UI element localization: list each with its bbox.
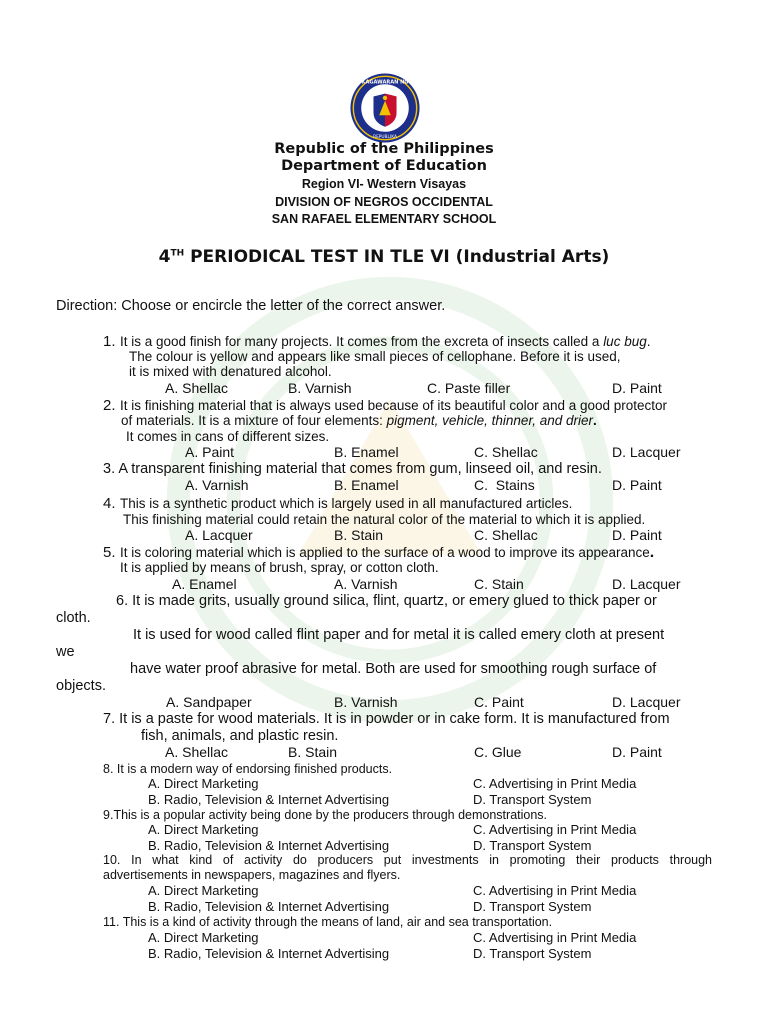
question-text: The colour is yellow and appears like small pieces of cellophane. Before it is used, bbox=[129, 349, 621, 364]
question-number: 10. bbox=[103, 853, 121, 867]
question-number: 9. bbox=[103, 808, 114, 822]
choice-d[interactable]: D. Paint bbox=[612, 744, 662, 760]
question-text: have water proof abrasive for metal. Both are used for smoothing rough surface of bbox=[130, 661, 657, 677]
question-text: It is a paste for wood materials. It is in powder or in cake form. It is manufactured from bbox=[119, 711, 670, 727]
question-text: This finishing material could retain the natural color of the material to which it is applied. bbox=[123, 512, 646, 527]
header-republic: Republic of the Philippines bbox=[274, 141, 494, 157]
choice-c[interactable]: C. Advertising in Print Media bbox=[473, 930, 637, 945]
choice-d[interactable]: D. Lacquer bbox=[612, 694, 681, 710]
choice-c[interactable]: C. Paint bbox=[474, 694, 524, 710]
question-text: It is coloring material which is applied to the surface of a wood to improve its appearance bbox=[119, 545, 650, 560]
choice-c[interactable]: C. Glue bbox=[474, 744, 522, 760]
choice-c[interactable]: C. Advertising in Print Media bbox=[473, 776, 637, 791]
choice-b[interactable]: B. Stain bbox=[334, 527, 384, 543]
choice-a[interactable]: A. Enamel bbox=[172, 576, 237, 592]
question-text: It comes in cans of different sizes. bbox=[126, 429, 330, 444]
question-text: objects. bbox=[56, 678, 106, 694]
choice-c[interactable]: C. Shellac bbox=[474, 444, 538, 460]
question-text: cloth. bbox=[56, 610, 91, 626]
choice-c[interactable]: C. Paste filler bbox=[427, 380, 511, 396]
choice-d[interactable]: D. Transport System bbox=[473, 792, 592, 807]
header-region: Region VI- Western Visayas bbox=[301, 177, 467, 191]
question-10 bbox=[103, 853, 712, 867]
question-text: It is a modern way of endorsing finished products. bbox=[116, 762, 393, 776]
question-end: . bbox=[592, 413, 597, 428]
question-number: 2. bbox=[103, 397, 116, 414]
choice-a[interactable]: A. Direct Marketing bbox=[148, 822, 259, 837]
question-8 bbox=[103, 762, 392, 776]
question-end: . bbox=[646, 334, 651, 349]
question-number: 1. bbox=[103, 333, 116, 350]
choice-d[interactable]: D. Transport System bbox=[473, 946, 592, 961]
title-number: 4 bbox=[158, 247, 171, 267]
choice-a[interactable]: A. Varnish bbox=[185, 477, 249, 493]
choice-a[interactable]: A. Direct Marketing bbox=[148, 930, 259, 945]
choice-b[interactable]: B. Stain bbox=[288, 744, 338, 760]
choice-a[interactable]: A. Shellac bbox=[165, 380, 229, 396]
header-school: SAN RAFAEL ELEMENTARY SCHOOL bbox=[271, 212, 497, 226]
question-text: fish, animals, and plastic resin. bbox=[141, 728, 339, 744]
deped-seal-logo bbox=[349, 72, 421, 144]
svg-text:REPUBLIKA: REPUBLIKA bbox=[373, 135, 397, 141]
direction-text: Direction: Choose or encircle the letter of the correct answer. bbox=[56, 298, 446, 314]
question-number: 6. bbox=[116, 593, 129, 609]
choice-c[interactable]: C. Stains bbox=[474, 477, 535, 493]
choice-b[interactable]: B. Radio, Television & Internet Advertising bbox=[148, 838, 390, 853]
choice-d[interactable]: D. Transport System bbox=[473, 838, 592, 853]
question-italic: luc bug bbox=[603, 334, 647, 349]
question-text-line bbox=[121, 413, 597, 428]
question-number: 4. bbox=[103, 495, 116, 512]
question-text: It is used for wood called flint paper and for metal it is called emery cloth at present bbox=[133, 627, 665, 643]
question-end: . bbox=[649, 544, 655, 561]
choice-c[interactable]: C. Advertising in Print Media bbox=[473, 822, 637, 837]
question-11 bbox=[103, 915, 552, 929]
choice-d[interactable]: D. Paint bbox=[612, 527, 662, 543]
question-text: of materials. It is a mixture of four elements: bbox=[121, 413, 387, 428]
choice-a[interactable]: A. Shellac bbox=[165, 744, 229, 760]
question-text: In what kind of activity do producers put investments in promoting their products through bbox=[131, 853, 712, 867]
question-italic: pigment, vehicle, thinner, and drier bbox=[386, 413, 593, 428]
question-text: This is a popular activity being done by the producers through demonstrations. bbox=[113, 808, 548, 822]
question-number: 3. bbox=[103, 461, 116, 477]
choice-a[interactable]: A. Direct Marketing bbox=[148, 883, 259, 898]
question-text: it is mixed with denatured alcohol. bbox=[129, 364, 332, 379]
question-text: we bbox=[56, 644, 75, 660]
choice-d[interactable]: D. Lacquer bbox=[612, 576, 681, 592]
question-text: This is a synthetic product which is largely used in all manufactured articles. bbox=[119, 496, 573, 511]
question-3 bbox=[103, 461, 602, 477]
choice-a-alt[interactable]: A. Varnish bbox=[334, 576, 398, 592]
question-text: It is finishing material that is always used because of its beautiful color and a good protector bbox=[119, 398, 668, 413]
question-4 bbox=[103, 495, 572, 513]
choice-a[interactable]: A. Direct Marketing bbox=[148, 776, 259, 791]
question-7 bbox=[103, 711, 670, 727]
svg-text:KAGAWARAN NG: KAGAWARAN NG bbox=[361, 79, 409, 86]
choice-c[interactable]: C. Shellac bbox=[474, 527, 538, 543]
header-division: DIVISION OF NEGROS OCCIDENTAL bbox=[275, 195, 493, 209]
question-text: It is a good finish for many projects. It comes from the excreta of insects called a bbox=[119, 334, 604, 349]
choice-d[interactable]: D. Transport System bbox=[473, 899, 592, 914]
question-9 bbox=[103, 808, 547, 822]
choice-c[interactable]: C. Advertising in Print Media bbox=[473, 883, 637, 898]
question-text: It is applied by means of brush, spray, or cotton cloth. bbox=[120, 560, 439, 575]
question-number: 7. bbox=[103, 711, 116, 727]
choice-b[interactable]: B. Radio, Television & Internet Advertising bbox=[148, 899, 390, 914]
question-text: A transparent finishing material that comes from gum, linseed oil, and resin. bbox=[118, 461, 602, 477]
title-text: PERIODICAL TEST IN TLE VI (Industrial Arts) bbox=[184, 247, 610, 267]
title-suffix: TH bbox=[170, 248, 185, 259]
choice-d[interactable]: D. Paint bbox=[612, 380, 662, 396]
choice-b[interactable]: B. Varnish bbox=[288, 380, 352, 396]
choice-a[interactable]: A. Sandpaper bbox=[166, 694, 252, 710]
choice-a[interactable]: A. Paint bbox=[185, 444, 235, 460]
choice-b[interactable]: B. Radio, Television & Internet Advertising bbox=[148, 946, 390, 961]
choice-d[interactable]: D. Paint bbox=[612, 477, 662, 493]
choice-c[interactable]: C. Stain bbox=[474, 576, 524, 592]
question-text: It is made grits, usually ground silica, flint, quartz, or emery glued to thick paper or bbox=[132, 593, 657, 609]
choice-d[interactable]: D. Lacquer bbox=[612, 444, 681, 460]
question-text: This is a kind of activity through the means of land, air and sea transportation. bbox=[122, 915, 553, 929]
choice-b[interactable]: B. Enamel bbox=[334, 444, 399, 460]
choice-b[interactable]: B. Radio, Television & Internet Advertising bbox=[148, 792, 390, 807]
question-number: 11. bbox=[103, 915, 120, 929]
choice-b[interactable]: B. Enamel bbox=[334, 477, 399, 493]
question-number: 5. bbox=[103, 544, 116, 561]
test-title bbox=[0, 247, 768, 267]
choice-b[interactable]: B. Varnish bbox=[334, 694, 398, 710]
question-6 bbox=[116, 593, 657, 609]
question-text: advertisements in newspapers, magazines and flyers. bbox=[103, 868, 401, 882]
header-department: Department of Education bbox=[281, 158, 487, 174]
question-number: 8. bbox=[103, 762, 114, 776]
choice-a[interactable]: A. Lacquer bbox=[185, 527, 253, 543]
